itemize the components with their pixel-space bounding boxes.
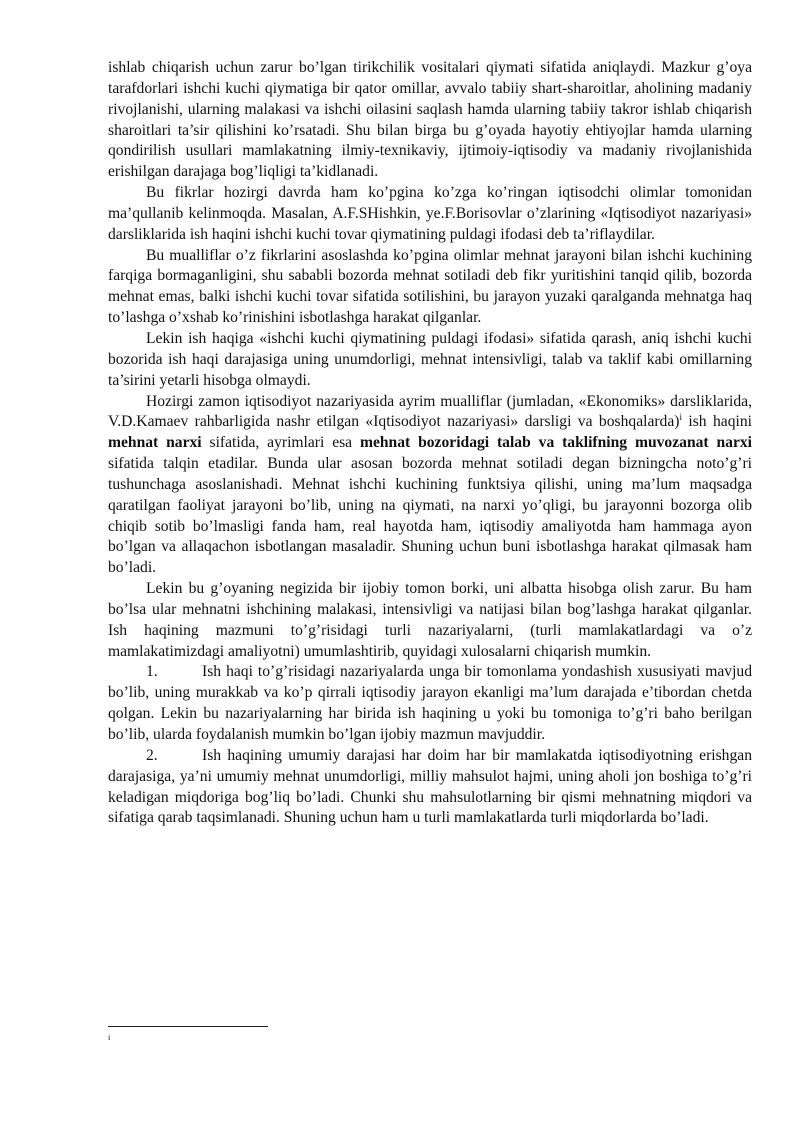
list-item-text: Ish haqining umumiy darajasi har doim har bir mamlakatda iqtisodiyotning erishgan darajasiga, ya’ni umumiy mehnat unumdorligi, milliy mahsulot hajmi, uning aholi jon boshiga to’g’ri keladigan miqdoriga bog’liq bo’ladi. Chunki shu mahsulotlarning bir qismi mehnatning miqdori va sifatiga qarab taqsimlanadi. Shuning uchun ham u turli mamlakatlarda turli miqdorlarda bo’ladi. — [108, 746, 752, 827]
bold-term-equilibrium-price: mehnat bozoridagi talab va taklifning muvozanat narxi — [359, 434, 752, 452]
paragraph-3: Bu mualliflar o’z fikrlarini asoslashda ko’pgina olimlar mehnat jarayoni bilan ishchi kuchining farqiga bormaganligini, shu sababli bozorda mehnat sotiladi deb fikr yuritishini tanqid qilib, bozorda mehnat emas, balki ishchi kuchi tovar sifatida sotilishini, bu jarayon yuzaki qaralganda mehnatga haq to’lashga o’xshab ko’rinishini isbotlashga harakat qilganlar. — [108, 246, 752, 327]
document-page — [108, 58, 752, 829]
list-item-text: Ish haqi to’g’risidagi nazariyalarda unga bir tomonlama yondashish xususiyati mavjud bo’lib, uning murakkab va ko’p qirrali iqtisodiy jarayon ekanligi ma’lum darajada e’tibordan chetda qolgan. Lekin bu nazariyalarning har birida ish haqining u yoki bu tomoniga to’g’ri baho berilgan bo’lib, ularda foydalanish mumkin bo’lgan ijobiy mazmun mavjuddir. — [108, 663, 752, 743]
list-item — [108, 746, 752, 829]
paragraph-5-text-a: Hozirgi zamon iqtisodiyot nazariyasida ayrim mualliflar (jumladan, «Ekonomiks» darsliklarida, V.D.Kamaev rahbarligida nashr etilgan «Iqtisodiyot nazariyasi» darsligi va boshqalarda) — [108, 392, 752, 431]
paragraph-4: Lekin ish haqiga «ishchi kuchi qiymatining puldagi ifodasi» sifatida qarash, aniq ishchi kuchi bozorida ish haqi darajasiga uning unumdorligi, mehnat intensivligi, talab va taklif kabi omillarning ta’sirini yetarli hisobga olmaydi. — [108, 329, 752, 389]
list-item — [108, 662, 752, 745]
paragraph-5-text-c: sifatida, ayrimlari esa — [201, 434, 360, 452]
paragraph-2: Bu fikrlar hozirgi davrda ham ko’pgina ko’zga ko’ringan iqtisodchi olimlar tomonidan ma’qullanib kelinmoqda. Masalan, A.F.SHishkin, ye.F.Borisovlar o’zlarining «Iqtisodiyot nazariyasi» darsliklarida ish haqini ishchi kuchi tovar qiymatining puldagi ifodasi deb ta’riflaydilar. — [108, 184, 752, 243]
paragraph-5-text-d: sifatida talqin etadilar. Bunda ular asosan bozorda mehnat sotiladi degan bizningcha noto’g’ri tushunchaga asoslanishadi. Mehnat ishchi kuchining funktsiya qilishi, uning ma’lum maqsadga qaratilgan faoliyat jarayoni bo’lib, uning na qiymati, na narxi yo’qligi, bu jarayonni bozorga olib chiqib sotib bo’lmasligi fanda ham, real hayotda ham, iqtisodiy amaliyotda ham hammaga ayon bo’lgan va allaqachon isbotlangan masaladir. Shuning uchun buni isbotlashga harakat qilmasak ham bo’ladi. — [108, 455, 752, 577]
bold-term-labor-price: mehnat narxi — [108, 434, 202, 452]
list-item-number: 1. — [146, 663, 158, 681]
footnote-reference[interactable]: i — [679, 412, 682, 423]
paragraph-5 — [108, 392, 752, 580]
footnote-mark: i — [108, 1033, 111, 1042]
footnote-divider — [108, 1026, 268, 1027]
paragraph-1: ishlab chiqarish uchun zarur bo’lgan tirikchilik vositalari qiymati sifatida aniqlaydi. Mazkur g’oya tarafdorlari ishchi kuchi qiymatiga bir qator omillar, avvalo tabiiy shart-sharoitlar, aholining madaniy rivojlanishi, ularning malakasi va ishchi oilasini saqlash hamda ularning tabiiy takror ishlab chiqarish sharoitlari ta’sir qilishini ko’rsatadi. Shu bilan birga bu g’oyada hayotiy ehtiyojlar hamda ularning qondirilish usullari mamlakatning ilmiy-texnikaviy, ijtimoiy-iqtisodiy va madaniy rivojlanishida erishilgan darajaga bog’liqligi ta’kidlanadi. — [108, 59, 752, 181]
list-item-number: 2. — [146, 746, 158, 764]
paragraph-6: Lekin bu g’oyaning negizida bir ijobiy tomon borki, uni albatta hisobga olish zarur. Bu ham bo’lsa ular mehnatni ishchining malakasi, intensivligi va natijasi bilan bog’lashga harakat qilganlar. Ish haqining mazmuni to’g’risidagi turli nazariyalarni, (turli mamlakatlardagi va o’z mamlakatimizdagi amaliyotni) umumlashtirib, quyidagi xulosalarni chiqarish mumkin. — [108, 580, 752, 660]
paragraph-5-text-b: ish haqini — [681, 413, 752, 431]
